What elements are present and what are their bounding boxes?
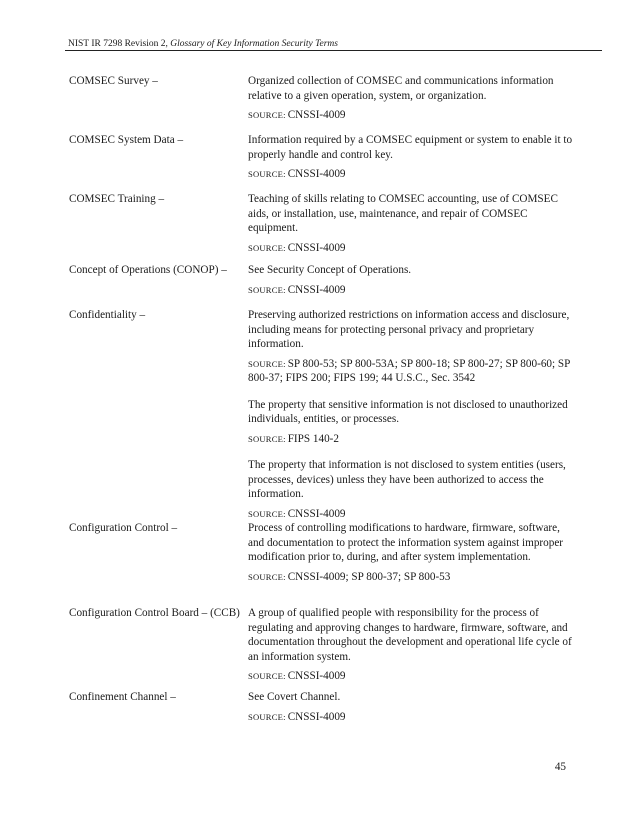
- source-value: CNSSI-4009: [287, 168, 346, 180]
- source-value: SP 800-53; SP 800-53A; SP 800-18; SP 800-27; SP 800-60; SP 800-37; FIPS 200; FIPS 199; 44 U.S.C., Sec. 3542: [248, 357, 570, 384]
- definition-source: [248, 570, 578, 585]
- definition-text: Preserving authorized restrictions on information access and disclosure, including means for protecting personal privacy and proprietary information.: [248, 309, 570, 350]
- glossary-term: Configuration Control Board – (CCB): [69, 607, 240, 619]
- glossary-term: COMSEC Survey –: [69, 75, 158, 87]
- source-value: CNSSI-4009: [287, 109, 346, 121]
- glossary-definitions: [248, 263, 578, 297]
- header-doc-id: NIST IR 7298 Revision 2,: [68, 39, 171, 49]
- source-label: SOURCE:: [248, 508, 286, 519]
- glossary-definitions: [248, 133, 578, 182]
- definition-text: A group of qualified people with responsibility for the process of regulating and approving changes to hardware, firmware, software, and documentation throughout the development and operational life cycle of an information system.: [248, 607, 572, 663]
- source-label: SOURCE:: [248, 110, 286, 120]
- definition-text: The property that sensitive information is not disclosed to unauthorized individuals, entities, or processes.: [248, 398, 568, 425]
- definition-text: The property that information is not disclosed to system entities (users, processes, devices) unless they have been authorized to access the information.: [248, 459, 566, 500]
- source-label: SOURCE:: [248, 711, 286, 722]
- definition-source: [248, 432, 578, 447]
- page-number: 45: [554, 761, 566, 773]
- definition-text: Organized collection of COMSEC and communications information relative to a given operation, system, or organization.: [248, 75, 554, 102]
- definition-spacer: [248, 446, 578, 458]
- glossary-definitions: [248, 606, 578, 684]
- definition-source: [248, 167, 578, 182]
- source-label: SOURCE:: [248, 169, 286, 179]
- running-header: [68, 38, 602, 50]
- source-label: SOURCE:: [248, 242, 286, 253]
- definition-text: Information required by a COMSEC equipment or system to enable it to properly handle and control key.: [248, 134, 573, 161]
- header-doc-title: Glossary of Key Information Security Terms: [170, 39, 338, 49]
- source-label: SOURCE:: [248, 433, 286, 444]
- source-label: SOURCE:: [248, 358, 286, 369]
- glossary-term: Concept of Operations (CONOP) –: [69, 264, 227, 276]
- definition-source: [248, 669, 578, 684]
- glossary-term: Confinement Channel –: [69, 691, 176, 703]
- glossary-definitions: [248, 74, 578, 123]
- source-value: CNSSI-4009: [287, 283, 346, 296]
- definition-source: [248, 507, 578, 522]
- glossary-term: COMSEC System Data –: [69, 134, 184, 146]
- definition-source: [248, 241, 578, 256]
- header-rule: [65, 50, 602, 51]
- glossary-term: COMSEC Training –: [69, 193, 165, 205]
- definition-source: [248, 710, 578, 725]
- definition-text: See Covert Channel.: [248, 691, 341, 703]
- definition-spacer: [248, 386, 578, 398]
- source-value: CNSSI-4009: [287, 507, 346, 520]
- source-value: CNSSI-4009: [287, 241, 346, 254]
- source-value: FIPS 140-2: [287, 432, 339, 445]
- definition-source: [248, 283, 578, 298]
- glossary-definitions: [248, 521, 578, 584]
- source-value: CNSSI-4009; SP 800-37; SP 800-53: [287, 570, 451, 583]
- source-label: SOURCE:: [248, 571, 286, 582]
- glossary-definitions: [248, 308, 578, 521]
- glossary-term: Confidentiality –: [69, 309, 146, 321]
- definition-text: See Security Concept of Operations.: [248, 264, 412, 276]
- source-value: CNSSI-4009: [287, 710, 346, 723]
- definition-text: Process of controlling modifications to hardware, firmware, software, and documentation to protect the information system against improper modification prior to, during, and after system implementation.: [248, 522, 564, 563]
- source-label: SOURCE:: [248, 284, 286, 295]
- definition-text: Teaching of skills relating to COMSEC accounting, use of COMSEC aids, or installation, use, maintenance, and repair of COMSEC equipment.: [248, 193, 558, 234]
- glossary-definitions: [248, 192, 578, 255]
- source-value: CNSSI-4009: [287, 670, 346, 682]
- source-label: SOURCE:: [248, 671, 286, 681]
- definition-source: [248, 357, 578, 386]
- definition-source: [248, 108, 578, 123]
- glossary-definitions: [248, 690, 578, 724]
- glossary-term: Configuration Control –: [69, 522, 178, 534]
